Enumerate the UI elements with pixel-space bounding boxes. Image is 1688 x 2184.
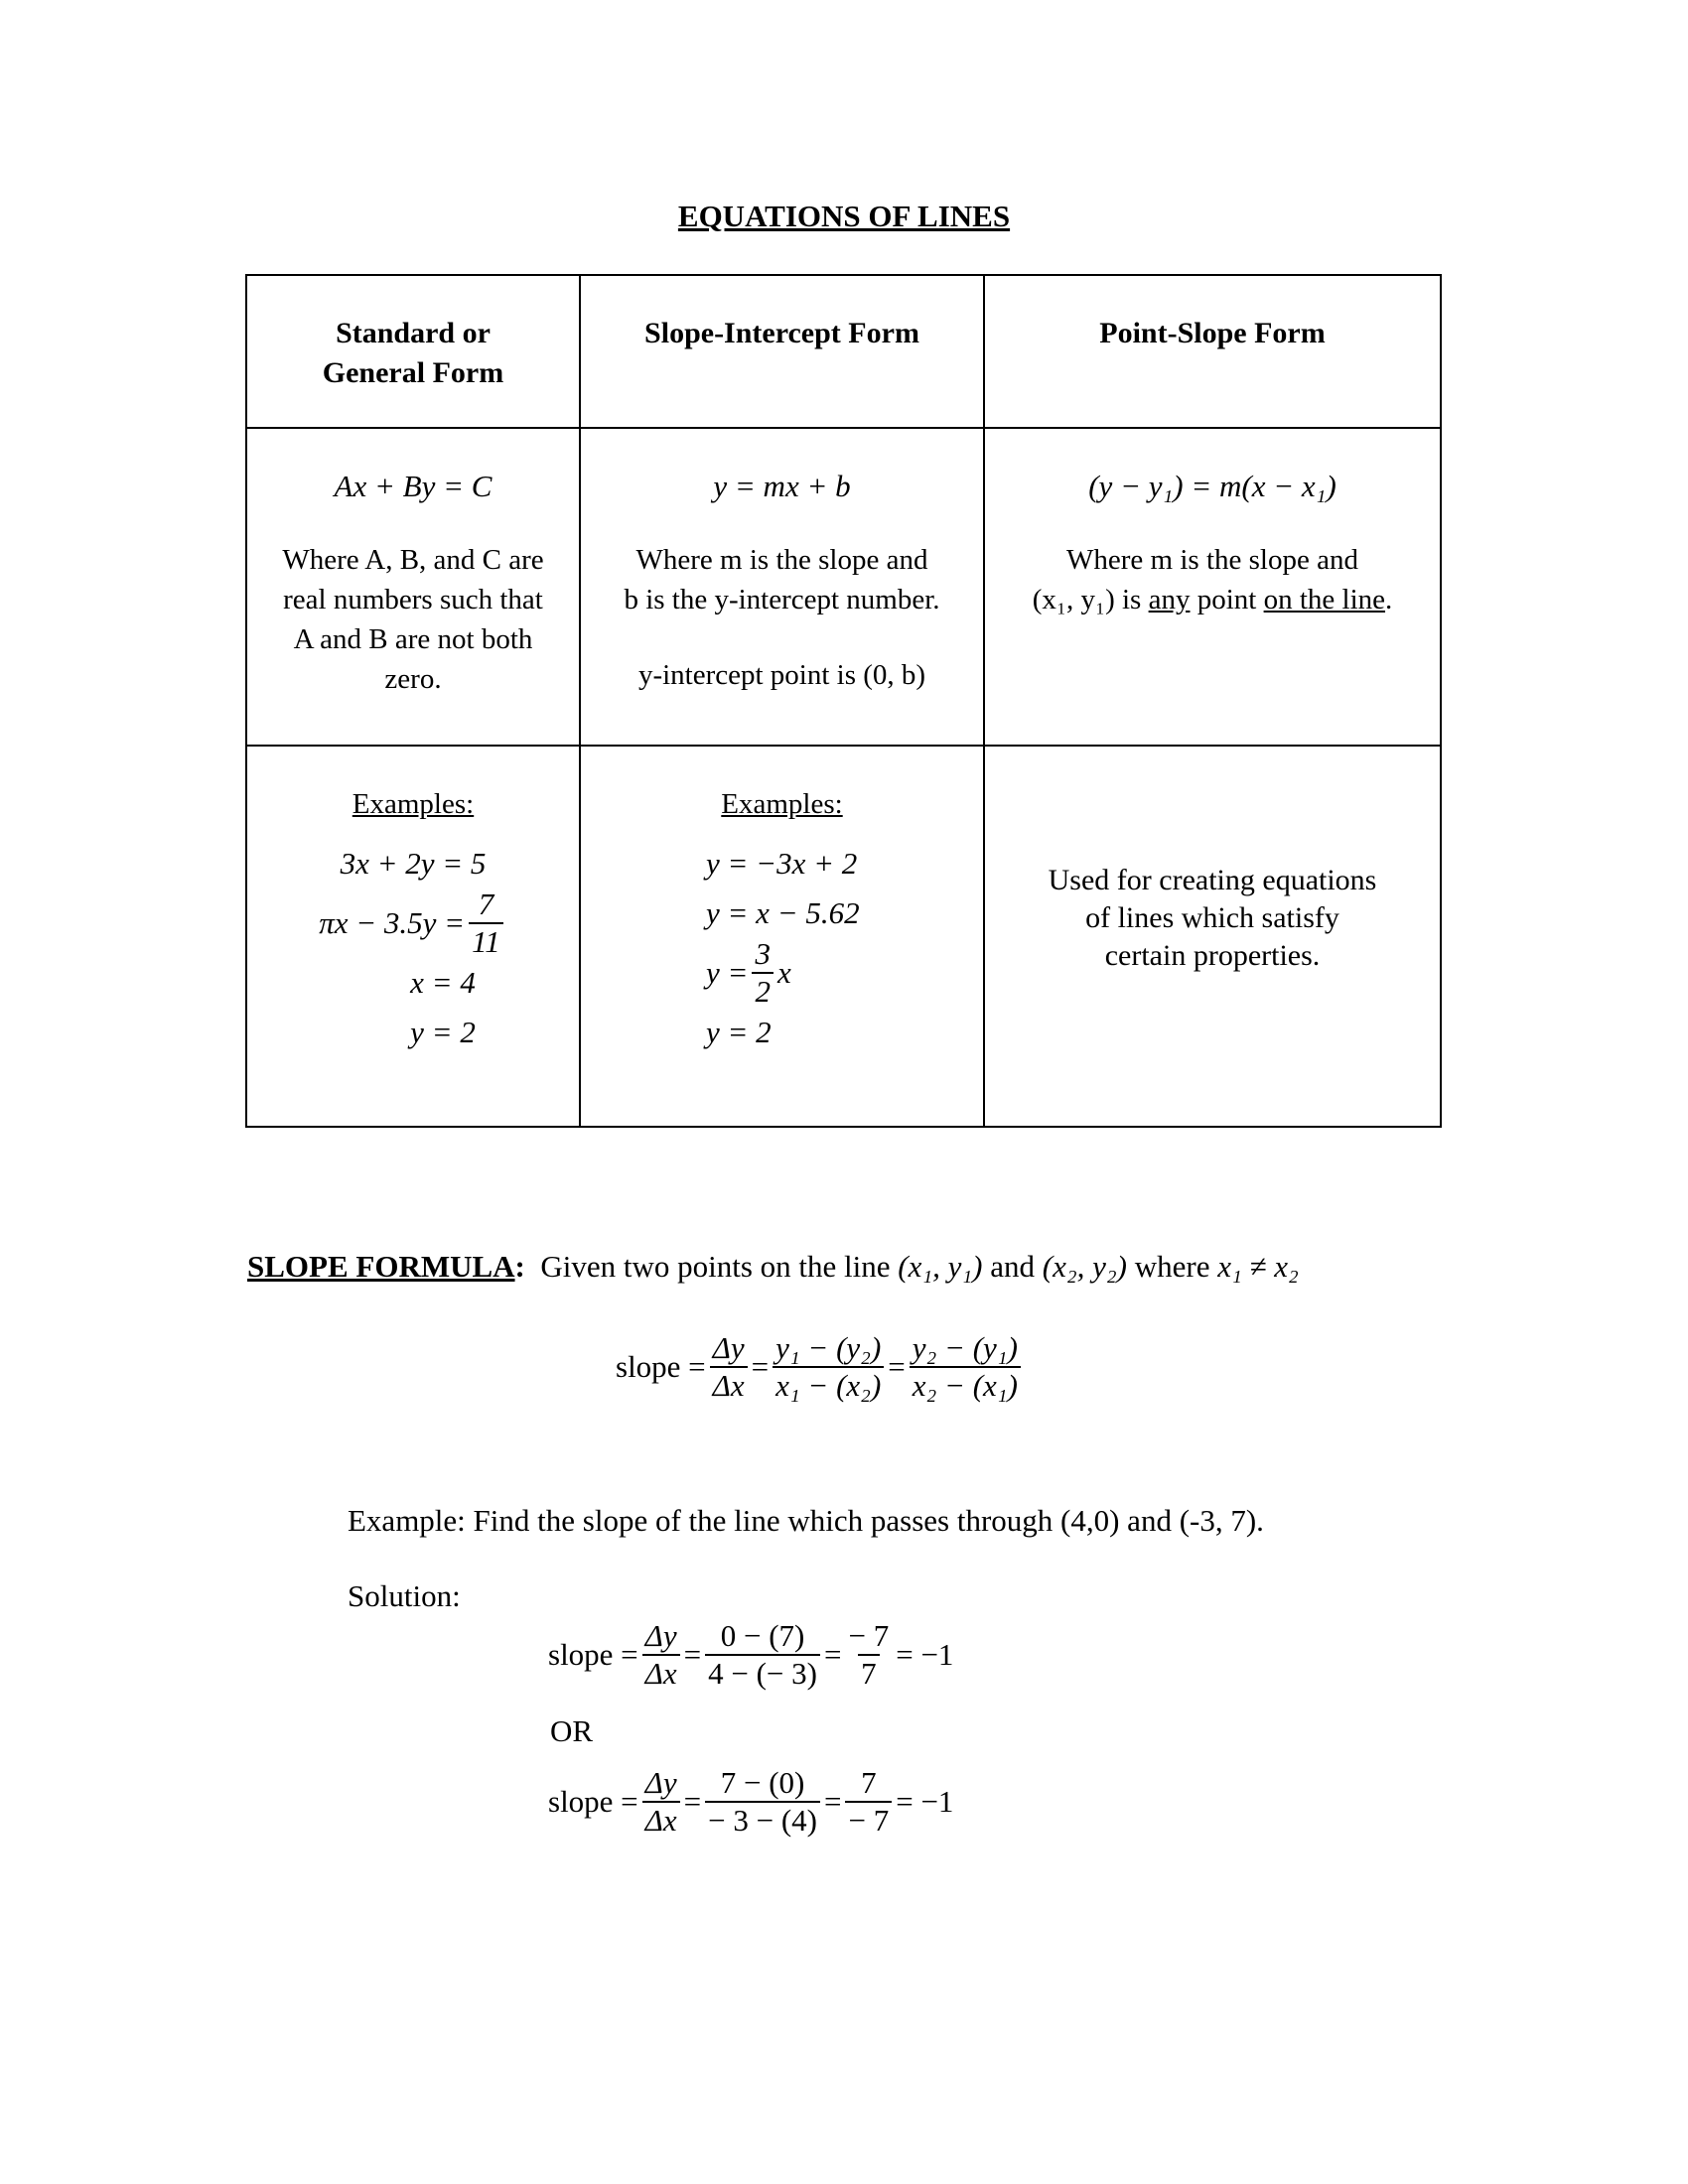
equals: =	[751, 1348, 770, 1384]
si-example-3	[706, 938, 983, 1008]
fraction-num: 7 − (0)	[720, 1765, 805, 1800]
or-label: OR	[550, 1713, 594, 1748]
header-slope-intercept-label: Slope-Intercept Form	[644, 317, 919, 349]
point-slope-usage	[985, 862, 1440, 975]
standard-equation: Ax + By = C	[334, 469, 492, 503]
slope-intercept-description	[581, 540, 983, 695]
fraction-den: 4 − (− 3)	[705, 1654, 820, 1692]
substitution-fraction	[705, 1618, 820, 1691]
delta-fraction	[642, 1765, 680, 1838]
header-point-slope	[984, 275, 1441, 428]
equals: =	[888, 1348, 906, 1384]
point-slope-desc-1: Where m is the slope and	[1066, 544, 1358, 576]
slope-lhs: slope =	[548, 1636, 638, 1672]
si-example-1: y = −3x + 2	[706, 846, 858, 881]
si-example-3-lhs: y =	[706, 955, 749, 990]
solution-1	[548, 1618, 953, 1691]
standard-example-2	[247, 888, 579, 958]
usage-line-3: certain properties.	[1104, 939, 1321, 972]
usage-line-1: Used for creating equations	[1048, 864, 1377, 896]
fraction-den: − 3 − (4)	[705, 1801, 820, 1839]
standard-example-1: 3x + 2y = 5	[340, 846, 487, 881]
fraction-den: Δx	[710, 1366, 748, 1404]
fraction-num: 3	[755, 936, 771, 972]
examples-label-standard: Examples:	[352, 788, 475, 820]
slope-formula-text: Given two points on the line	[540, 1249, 891, 1284]
where-text: where	[1134, 1249, 1210, 1284]
fraction-num: 0 − (7)	[720, 1618, 805, 1653]
standard-example-2-lhs: πx − 3.5y =	[319, 905, 466, 940]
page-title: EQUATIONS OF LINES	[677, 199, 1011, 233]
standard-example-4: y = 2	[410, 1015, 476, 1049]
standard-desc-1: Where A, B, and C are	[282, 544, 544, 576]
fraction-num: − 7	[848, 1618, 890, 1653]
period-text: .	[1385, 584, 1393, 615]
simplified-fraction	[845, 1618, 892, 1691]
result: = −1	[896, 1636, 954, 1672]
equals: =	[683, 1783, 702, 1819]
simplified-fraction	[845, 1765, 892, 1838]
slope-lhs: slope =	[616, 1348, 706, 1384]
examples-standard	[246, 746, 580, 1127]
slope-lhs: slope =	[548, 1783, 638, 1819]
fraction-den: x₁ − (x₂)	[773, 1366, 884, 1404]
slope-formula	[616, 1330, 1025, 1403]
point-text: point	[1196, 584, 1257, 615]
def-point-slope	[984, 428, 1441, 746]
fraction-den: 11	[469, 922, 503, 960]
fraction-7-11	[469, 887, 503, 959]
fraction-num: Δy	[644, 1765, 677, 1800]
equals: =	[824, 1783, 842, 1819]
standard-desc-4: zero.	[384, 663, 442, 695]
fraction-3-2	[752, 936, 774, 1009]
fraction-num: Δy	[712, 1330, 745, 1365]
fraction-den: Δx	[642, 1801, 680, 1839]
fraction-num: 7	[861, 1765, 877, 1800]
header-standard	[246, 275, 580, 428]
usage-point-slope	[984, 746, 1441, 1127]
fraction-den: x₂ − (x₁)	[910, 1366, 1021, 1404]
equations-table	[245, 274, 1442, 1128]
def-slope-intercept	[580, 428, 984, 746]
point-2: (x₂, y₂)	[1042, 1249, 1128, 1284]
any-text: any	[1148, 584, 1191, 615]
si-example-3-var: x	[776, 955, 791, 990]
result: = −1	[896, 1783, 954, 1819]
fraction-num: 7	[478, 887, 494, 922]
slope-intercept-equation: y = mx + b	[713, 469, 851, 503]
def-standard	[246, 428, 580, 746]
si-example-4: y = 2	[706, 1015, 772, 1049]
fraction-den: 2	[752, 972, 774, 1010]
condition: x₁ ≠ x₂	[1217, 1249, 1299, 1284]
slope-intercept-desc-1: Where m is the slope and	[635, 544, 928, 576]
slope-formula-label: SLOPE FORMULA	[247, 1249, 515, 1284]
standard-description	[247, 540, 579, 699]
slope-intercept-examples	[581, 839, 983, 1057]
header-standard-line2: General Form	[322, 356, 504, 389]
intercept-point-note: y-intercept point is (0, b)	[637, 659, 926, 691]
example-question: Example: Find the slope of the line which passes through (4,0) and (-3, 7).	[348, 1503, 1264, 1538]
si-example-2: y = x − 5.62	[706, 895, 860, 930]
slope-intercept-desc-2: b is the y-intercept number.	[624, 584, 940, 615]
fraction-num: y₁ − (y₂)	[775, 1330, 882, 1365]
solution-label: Solution:	[348, 1578, 461, 1613]
and-text: and	[990, 1249, 1036, 1284]
substitution-fraction	[705, 1765, 820, 1838]
slope-formula-colon: :	[514, 1249, 525, 1284]
point-1: (x₁, y₁)	[898, 1249, 983, 1284]
fraction-num: Δy	[644, 1618, 677, 1653]
header-standard-line1: Standard or	[336, 317, 491, 349]
slope-formula-heading	[247, 1249, 1299, 1285]
point-slope-equation: (y − y₁) = m(x − x₁)	[1088, 469, 1336, 503]
delta-fraction	[642, 1618, 680, 1691]
equals: =	[824, 1636, 842, 1672]
standard-desc-3: A and B are not both	[293, 623, 533, 655]
delta-fraction	[710, 1330, 748, 1403]
equals: =	[683, 1636, 702, 1672]
fraction-num: y₂ − (y₁)	[912, 1330, 1018, 1365]
solution-2	[548, 1765, 953, 1838]
point-slope-description	[985, 540, 1440, 619]
standard-example-3: x = 4	[410, 965, 476, 1000]
y2-y1-fraction	[910, 1330, 1021, 1403]
standard-desc-2: real numbers such that	[283, 584, 543, 615]
point-slope-desc-2	[993, 580, 1432, 619]
y1-y2-fraction	[773, 1330, 884, 1403]
fraction-den: Δx	[642, 1654, 680, 1692]
examples-label-slope-intercept: Examples:	[721, 788, 843, 820]
header-point-slope-label: Point-Slope Form	[1099, 317, 1326, 349]
usage-line-2: of lines which satisfy	[1085, 901, 1339, 934]
fraction-den: − 7	[845, 1801, 892, 1839]
header-slope-intercept	[580, 275, 984, 428]
fraction-den: 7	[858, 1654, 880, 1692]
standard-examples	[247, 839, 579, 1057]
point-pair-text: (x₁, y₁) is	[1032, 584, 1142, 615]
examples-slope-intercept	[580, 746, 984, 1127]
on-the-line-text: on the line	[1263, 584, 1386, 615]
